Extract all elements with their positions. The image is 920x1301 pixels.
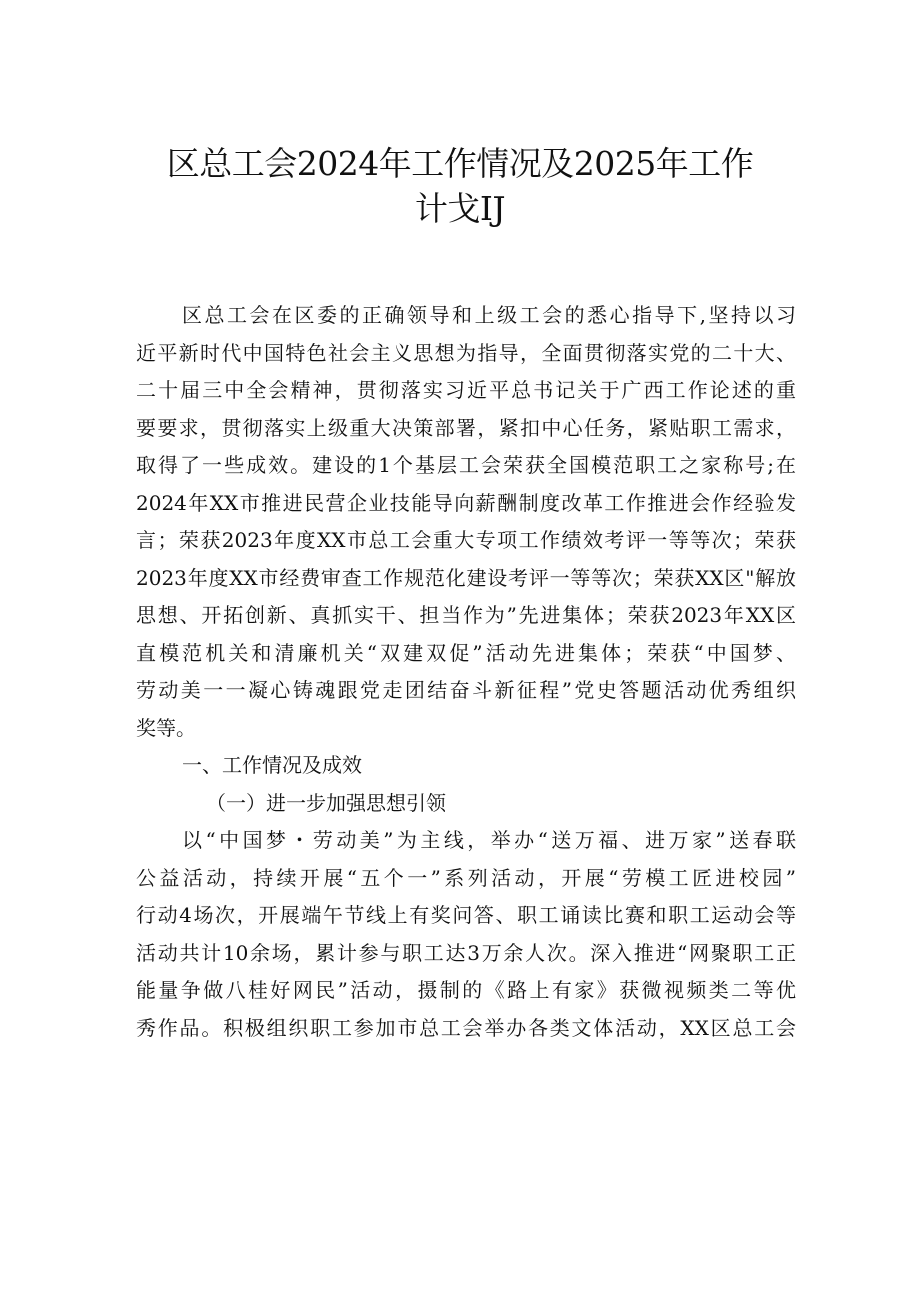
- intro-paragraph-line: 直模范机关和清廉机关“双建双促”活动先进集体；荣获“中国梦、: [136, 640, 796, 665]
- document-title-line-2: 计戈IJ: [414, 189, 506, 228]
- intro-paragraph-line: 2023年度XX市经费审查工作规范化建设考评一等等次；荣获XX区"解放: [136, 565, 796, 590]
- intro-paragraph-line: 二十届三中全会精神，贯彻落实习近平总书记关于广西工作论述的重: [136, 378, 796, 402]
- intro-paragraph-line: 奖等。: [136, 715, 196, 740]
- intro-paragraph-line: 近平新时代中国特色社会主义思想为指导，全面贯彻落实党的二十大、: [136, 340, 796, 365]
- intro-paragraph-line: 要要求，贯彻落实上级重大决策部署，紧扣中心任务，紧贴职工需求，: [136, 415, 796, 440]
- section-paragraph-line: 能量争做八桂好网民”活动，摄制的《路上有家》获微视频类二等优: [136, 978, 796, 1002]
- intro-paragraph-line: 思想、开拓创新、真抓实干、担当作为”先进集体；荣获2023年XX区: [136, 603, 796, 627]
- section-paragraph-line: 秀作品。积极组织职工参加市总工会举办各类文体活动，XX区总工会: [136, 1015, 796, 1040]
- document-body: [136, 297, 796, 1047]
- subsection-heading: （一）进一步加强思想引领: [206, 790, 446, 815]
- section-heading: 一、工作情况及成效: [182, 753, 362, 777]
- intro-paragraph-line: 区总工会在区委的正确领导和上级工会的悉心指导下,坚持以习: [182, 303, 796, 327]
- section-paragraph-line: 以“中国梦・劳动美”为主线，举办“送万福、进万家”送春联: [182, 828, 796, 852]
- intro-paragraph-line: 劳动美一一凝心铸魂跟党走团结奋斗新征程”党史答题活动优秀组织: [136, 678, 796, 702]
- document-title-line-1: 区总工会2024年工作情况及2025年工作: [166, 144, 754, 183]
- intro-paragraph-line: 取得了一些成效。建设的1个基层工会荣获全国模范职工之家称号;在: [136, 453, 796, 477]
- intro-paragraph-line: 2024年XX市推进民营企业技能导向薪酬制度改革工作推进会作经验发: [136, 490, 796, 515]
- intro-paragraph-line: 言；荣获2023年度XX市总工会重大专项工作绩效考评一等等次；荣获: [136, 528, 796, 552]
- section-paragraph-line: 行动4场次，开展端午节线上有奖问答、职工诵读比赛和职工运动会等: [136, 903, 796, 927]
- section-paragraph-line: 活动共计10余场，累计参与职工达3万余人次。深入推进“网聚职工正: [136, 940, 796, 965]
- section-paragraph-line: 公益活动，持续开展“五个一”系列活动，开展“劳模工匠进校园”: [136, 865, 796, 890]
